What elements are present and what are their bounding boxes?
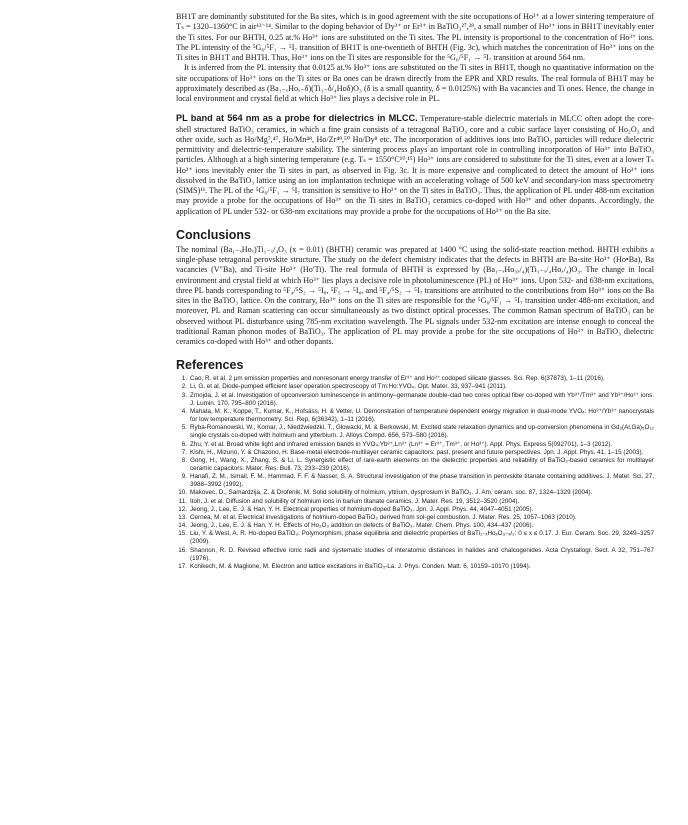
reference-item: 4. Mahata, M. K., Koppe, T., Kumar, K., Hofsäss, H. & Vetter, U. Demonstration of temperature dependent energy migration in dual-mode YVO₄: Ho³⁺/Yb³⁺ nanocrystals for low temperature thermometry. Sci. Rep. 6(36342), 1–11 (2016). bbox=[181, 407, 654, 424]
reference-item: 9. Hanafi, Z. M., Ismail, F. M., Hammad, F. F. & Nasser, S. A. Structural investigation of the phase transition in perovskite titanate containing additives. J. Mater. Sci. 27, 3988–3992 (1992). bbox=[181, 473, 654, 489]
reference-item: 10. Makovec, D., Samardzija, Z. & Drofenik, M. Solid solubility of holmium, yttrium, dysprosium in BaTiO₃. J. Am. ceram. soc. 87, 1324–1329 (2004). bbox=[178, 489, 593, 497]
reference-item: 1. Cao, R. et al. 2 μm emission properties and nonresonant energy transfer of Er³⁺ and Ho³⁺ codoped silicate glasses. Sci. Rep. 6(37873), 1–11 (2016). bbox=[181, 375, 605, 383]
references-heading: References bbox=[176, 358, 244, 373]
reference-item: 13. Cernea, M. et al. Electrical investigations of holmium-doped BaTiO₃ derived from sol-gel combustion. J. Mater. Res. 25, 1057–1063 (2010). bbox=[178, 513, 577, 521]
reference-item: 11. Itoh, J. et al. Diffusion and solubility of holmium ions in barium titanate ceramics. J. Mater. Res. 19, 3512–3520 (2004). bbox=[178, 497, 520, 505]
body-paragraph: BH1T are dominantly substituted for the Ba sites, which is in good agreement with the site occupations of Ho³⁺ at a lower sintering temperature of Tₛ = 1320–1360°C in air¹²⁻¹⁴. Similar to the doping behavior of Dy³⁺ or Er³⁺ in BaTiO₃²⁷,²⁸, a small number of Ho³⁺ ions in BH1T inevitably enter the Ti sites. For our BHTH, 0.25 at.% Ho³⁺ ions are substituted on the Ti sites. The PL intensity is proportional to the concentration of Ho³⁺ ions. The PL intensity of the ⁵G₆/⁵F₁ → ⁵I₇ transition of BH1T is one-twentieth of BHTH (Fig. 3c), which matches the concentration of Ho³⁺ ions on the Ti sites in BH1T and BHTH. Thus, Ho³⁺ ions on the Ti sites are responsible for the ⁵G₆/⁵F₁ → ⁵I₇ transition at around 564 nm. bbox=[176, 12, 654, 62]
reference-item: 12. Jeong, J., Lee, E. J. & Han, Y. H. Electrical properties of holmium-doped BaTiO₃. Jpn. J. Appl. Phys. 44, 4047–4051 (2005). bbox=[178, 505, 534, 513]
paper-page bbox=[176, 12, 654, 571]
reference-item: 17. Kchikech, M. & Maglione, M. Electron and lattice excitations in BaTiO₃-La. J. Phys. Conden. Matt. 6, 10159–10170 (1994). bbox=[178, 562, 531, 570]
section-lead-heading: PL band at 564 nm as a probe for dielectrics in MLCC. bbox=[176, 113, 418, 124]
reference-item: 6. Zhu, Y. et al. Broad white light and infrared emission bands in YVO₄:Yb³⁺,Ln³⁺ (Ln³⁺ = Er³⁺, Tm³⁺, or Ho³⁺). Appl. Phys. Express 5(092701), 1–3 (2012). bbox=[181, 440, 613, 448]
reference-item: 3. Zmojda, J. et al. Investigation of upconversion luminescence in antimony–germanate double-clad two cores optical fiber co-doped with Yb³⁺/Tm³⁺ and Yb³⁺/Ho³⁺ ions. J. Lumin. 170, 795–800 (2016). bbox=[181, 391, 654, 407]
references-list bbox=[176, 375, 654, 571]
reference-item: 7. Kishi, H., Mizuno, Y. & Chazono, H. Base-metal electrode-multilayer ceramic capacitors: past, present and future perspectives. Jpn. J. Appl. Phys. 41, 1–15 (2003). bbox=[181, 448, 644, 456]
reference-item: 15. Liu, Y. & West, A. R. Ho-doped BaTiO₃: Polymorphism, phase equilibria and dielectric properties of BaTi₁₋ₓHoₓO₃₋ₓ/₂: 0 ≤ x ≤ 0.17. J. Eur. Ceram. Soc. 29, 3249–3257 (2009). bbox=[178, 530, 654, 546]
reference-item: 5. Ryba-Romanowski, W., Komar, J., Niedźwiedzki, T., Głowacki, M. & Berkowski, M. Excited state relaxation dynamics and up-conversion phenomena in Gd₃(Al,Ga)₅O₁₂ single crystals co-doped with holmium and ytterbium. J. Alloys Compd. 656, 573–580 (2016). bbox=[181, 424, 654, 440]
section-pl-band bbox=[176, 113, 654, 217]
section-body-text: Temperature-stable dielectric materials in MLCC often adopt the core-shell structured BaTiO₃ ceramics, in which a fine grain consists of a tetragonal BaTiO₃ core and a cubic surface layer consisting of Ho₂O₃ and other oxide, such as Ho/Mg⁷,⁴⁷, Ho/Mn⁴⁸, Ho/Zr⁴⁹,⁵⁰ Ho/Dy⁸ etc. The incorporation of additives ions into BaTiO₃ particles will reduce dielectric permittivity and dielectric-temperature stability. The sintering process plays an important role in controlling incorporation of Ho³⁺ into BaTiO₃ particles. Although at a high sintering temperature (e.g. Tₛ = 1550°C¹⁰,¹⁵) Ho³⁺ ions are considered to substitute for the Ti sites, even at a lower Tₛ Ho³⁺ ions inevitably enter the Ti sites in part, as observed in Fig. 3c. It is more expensive and complicated to detect the amount of Ho³⁺ ions dissolved in the BaTiO₃ lattice using an ion implantation technique with an accelerating voltage of 500 keV and secondary-ion mass spectrometry (SIMS)¹¹. The PL of the ⁵G₆/⁵F₁ → ⁵I₇ transition is sensitive to Ho³⁺ on the Ti sites in BaTiO₃. Thus, the application of PL under 488-nm excitation may provide a probe for the occupations of Ho³⁺ on the Ti sites in BaTiO₃ ceramics co-doped with Ho³⁺ and other dopants. Accordingly, the application of PL under 532- or 638-nm excitations may provide a probe for the occupations of Ho³⁺ on the Ba site. bbox=[176, 114, 654, 216]
reference-item: 14. Jeong, J., Lee, E. J. & Han, Y. H. Effects of Ho₂O₃ addition on defects of BaTiO₃. Mater. Chem. Phys. 100, 434–437 (2006). bbox=[178, 522, 534, 530]
reference-item: 2. Li, G. et al. Diode-pumped efficient laser operation spectroscopy of Tm:Ho:YVO₄. Opt. Mater. 33, 937–941 (2011). bbox=[181, 383, 507, 391]
reference-item: 16. Shannon, R. D. Revised effective ionic radii and systematic studies of interatomic distances in halides and chalcogenides. Acta Crystallogr. Sect. A 32, 751–767 (1976). bbox=[178, 546, 654, 562]
reference-item: 8. Gong, H., Wang, X., Zhang, S. & Li, L. Synergistic effect of rare-earth elements on the dielectric properties and reliability of BaTiO₃-based ceramics for multilayer ceramic capacitors. Mater. Res. Bull. 73, 233–239 (2016). bbox=[181, 456, 654, 472]
conclusions-text: The nominal (Ba₁₋ₓHoₓ)Ti₁₋ₓ/₄O₃ (x = 0.01) (BHTH) ceramic was prepared at 1400 °C using the solid-state reaction method. BHTH exhibits a single-phase tetragonal perovskite structure. The study on the defect chemistry indicates that the defects in BHTH are Ba-site Ho³⁺ (Ho•Ba), Ba vacancies (V″Ba), and Ti-site Ho³⁺ (Ho′Ti). The real formula of BHTH is expressed by (Ba₁₋ₓHo₃ₓ/₄)(Ti₁₋ₓ/₄Hoₓ/₄)O₃. The change in local environment and crystal field at which Ho³⁺ lies plays a decisive role in photoluminescence (PL) of Ho³⁺ ions. Upon 532- and 638-nm excitations, three PL bands corresponding to ⁵F₄/⁵S₂ → ⁵I₈, ⁵F₅ → ⁵I₈, and ⁵F₄/⁵S₂ → ⁵I₇ transitions are attributed to the contributions from Ho³⁺ ions on the Ba sites in the BaTiO₃ lattice. On the contrary, Ho³⁺ ions on the Ti sites are responsible for the ⁵G₆/⁵F₁ → ⁵I₇ transition under 488-nm excitation, and moreover, PL and Raman scattering can occur simultaneously as two distinct optical processes. The common Raman spectrum of BaTiO₃ can be observed without PL disturbance using 785-nm excitation wavelength. The PL signals under 532-nm excitation are intense enough to conceal the traditional Raman phonon modes of BaTiO₃. The application of PL may provide a probe for the site occupations of Ho³⁺ in BaTiO₃ dielectric ceramics co-doped with Ho³⁺ and other dopants. bbox=[176, 244, 654, 346]
conclusions-heading: Conclusions bbox=[176, 227, 252, 242]
body-paragraph: It is inferred from the PL intensity that 0.0125 at.% Ho³⁺ ions are substituted on the Ti sites in BH1T, though no quantitative information on the site occupations of Ho³⁺ ions on the Ti sites or Ba ones can be drawn directly from the EPR and XRD results. The real formula of BH1T may be approximately described as (Ba₁₋ₓHoₓ₋δ)(Ti₁₋δ/₄Hoδ)O₃ (δ is a small quantity, δ = 0.0125%) with Ba vacancies and Ti ones. Hence, the change in local environment and crystal field at which Ho³⁺ lies plays a decisive role in PL. bbox=[176, 63, 654, 103]
